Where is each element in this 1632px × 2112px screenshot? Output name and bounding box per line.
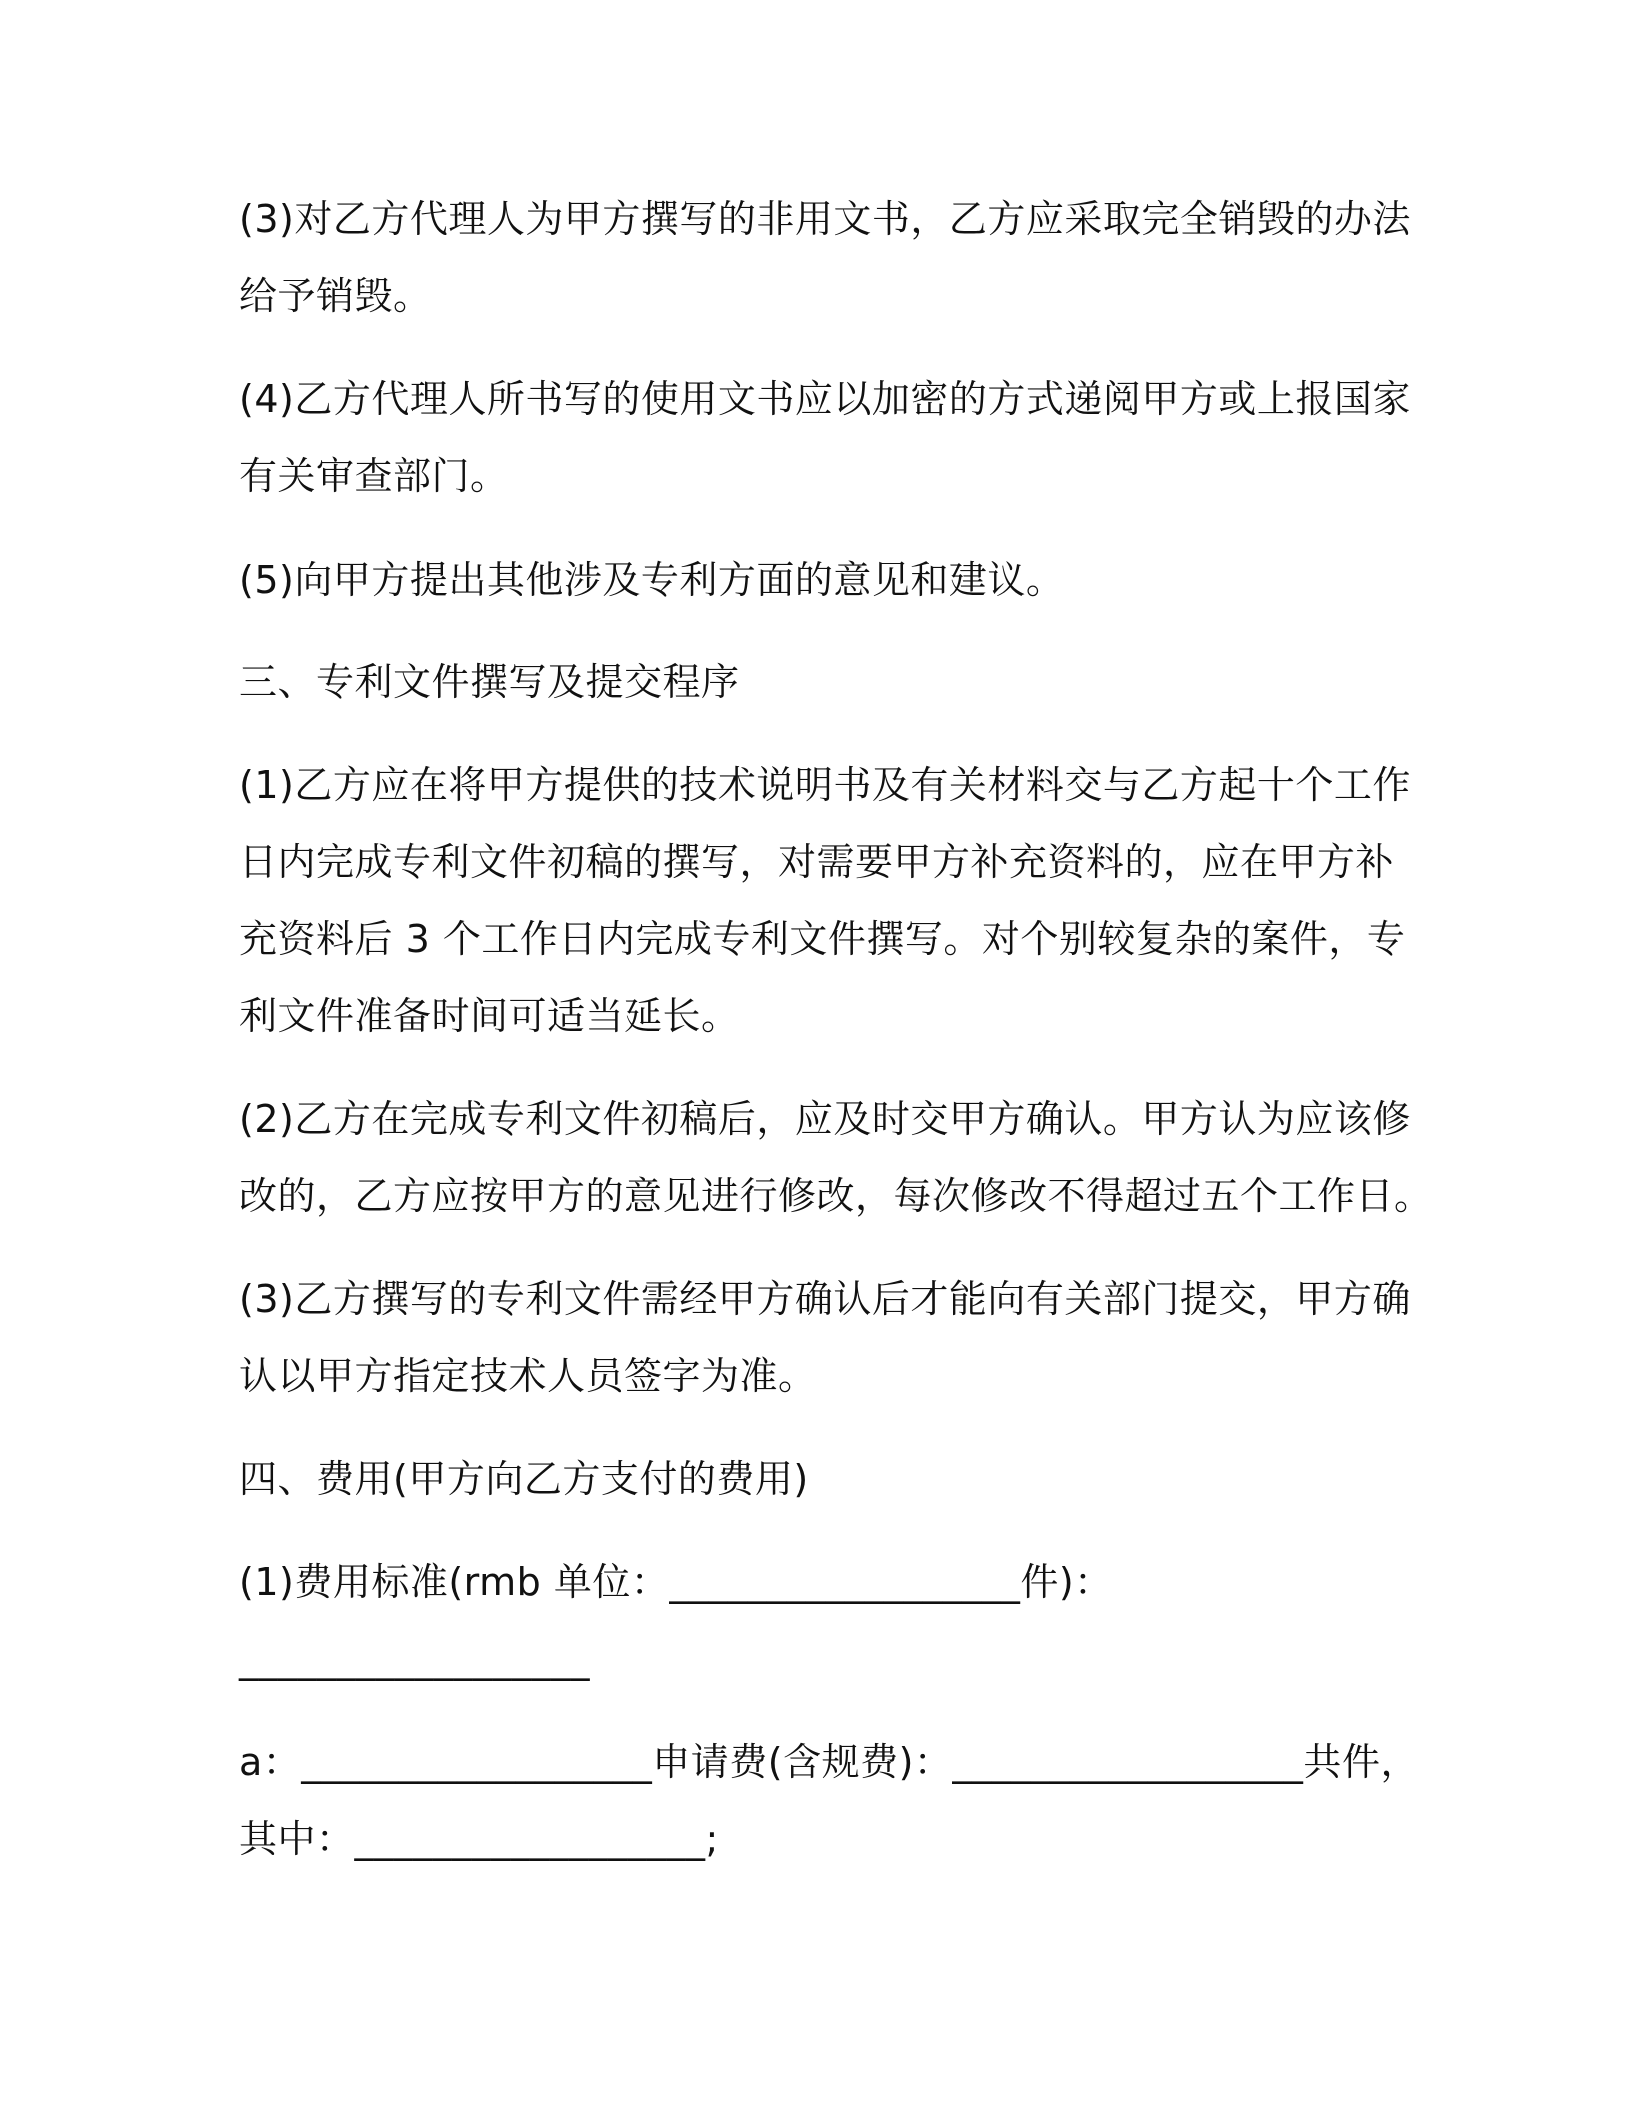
text-line: a：__________________申请费(含规费)：__________________共件， (239, 1740, 1419, 1784)
text-line: 改的，乙方应按甲方的意见进行修改，每次修改不得超过五个工作日。 (239, 1174, 1433, 1218)
text-line: 有关审查部门。 (239, 454, 509, 498)
section-heading: 三、专利文件撰写及提交程序 (239, 660, 740, 704)
text-line: 日内完成专利文件初稿的撰写，对需要甲方补充资料的，应在甲方补 (239, 840, 1395, 884)
text-line: 认以甲方指定技术人员签字为准。 (239, 1354, 817, 1398)
text-line: 其中：__________________; (239, 1817, 719, 1861)
text-line: (5)向甲方提出其他涉及专利方面的意见和建议。 (239, 558, 1065, 602)
blank-field-line: __________________ (239, 1637, 590, 1681)
text-line: (3)对乙方代理人为甲方撰写的非用文书，乙方应采取完全销毁的办法 (239, 197, 1411, 241)
text-line: (2)乙方在完成专利文件初稿后，应及时交甲方确认。甲方认为应该修 (239, 1097, 1411, 1141)
text-line: (1)乙方应在将甲方提供的技术说明书及有关材料交与乙方起十个工作 (239, 763, 1411, 807)
text-line: 利文件准备时间可适当延长。 (239, 994, 740, 1038)
text-line: 充资料后 3 个工作日内完成专利文件撰写。对个别较复杂的案件，专 (239, 917, 1406, 961)
text-line: (4)乙方代理人所书写的使用文书应以加密的方式递阅甲方或上报国家 (239, 377, 1411, 421)
section-heading: 四、费用(甲方向乙方支付的费用) (239, 1457, 809, 1501)
text-line: 给予销毁。 (239, 274, 432, 318)
text-line: (3)乙方撰写的专利文件需经甲方确认后才能向有关部门提交，甲方确 (239, 1277, 1411, 1321)
text-line: (1)费用标准(rmb 单位：__________________件)： (239, 1560, 1113, 1604)
